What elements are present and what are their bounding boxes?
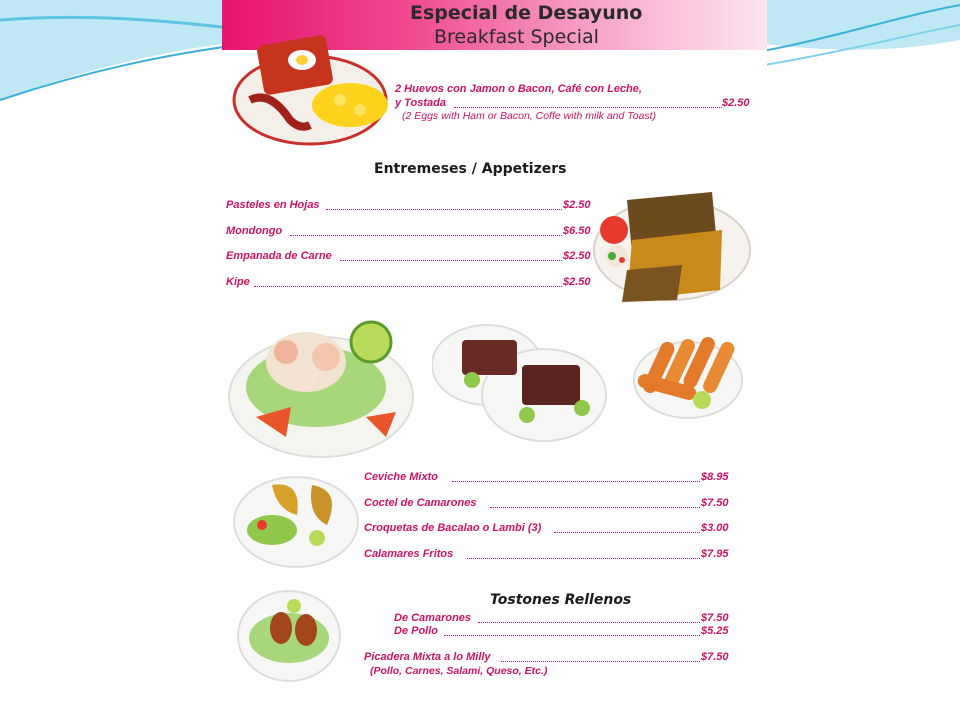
dot-leader xyxy=(478,622,700,623)
breakfast-line1: 2 Huevos con Jamon o Bacon, Café con Leche, xyxy=(395,83,642,95)
menu-item-price: $3.00 xyxy=(701,522,729,534)
menu-item-name: Picadera Mixta a lo Milly xyxy=(364,651,491,663)
menu-item-price: $5.25 xyxy=(701,625,729,637)
tostones-title: Tostones Rellenos xyxy=(490,592,632,608)
menu-item-name: Kipe xyxy=(226,276,250,288)
menu-item-name: Coctel de Camarones xyxy=(364,497,477,509)
menu-item-price: $2.50 xyxy=(563,199,591,211)
dot-leader xyxy=(290,235,562,236)
pinchos-photo xyxy=(432,320,607,445)
menu-item-price: $7.50 xyxy=(701,651,729,663)
menu-item-name: Ceviche Mixto xyxy=(364,471,438,483)
menu-item-price: $7.50 xyxy=(701,497,729,509)
menu-item-name: De Pollo xyxy=(394,625,439,637)
menu-item-price: $7.95 xyxy=(701,548,729,560)
dot-leader xyxy=(340,260,562,261)
breakfast-price: $2.50 xyxy=(722,97,750,109)
tostones-photo xyxy=(236,588,342,684)
appetizers-title: Entremeses / Appetizers xyxy=(374,161,567,177)
breakfast-photo xyxy=(230,30,392,150)
menu-item-price: $7.50 xyxy=(701,612,729,624)
dot-leader xyxy=(501,661,700,662)
breakfast-line2: y Tostada xyxy=(395,97,446,109)
dot-leader xyxy=(326,209,562,210)
menu-item-name: Empanada de Carne xyxy=(226,250,332,262)
picadera-note: (Pollo, Carnes, Salami, Queso, Etc.) xyxy=(370,665,548,677)
ceviche-photo xyxy=(226,312,416,462)
menu-item-price: $2.50 xyxy=(563,276,591,288)
dot-leader xyxy=(554,532,700,533)
menu-item-name: Pasteles en Hojas xyxy=(226,199,320,211)
breakfast-dots xyxy=(454,107,722,108)
menu-page xyxy=(222,0,767,690)
breakfast-note: (2 Eggs with Ham or Bacon, Coffe with milk and Toast) xyxy=(402,110,657,122)
dot-leader xyxy=(467,558,700,559)
menu-item-price: $8.95 xyxy=(701,471,729,483)
dot-leader xyxy=(452,481,700,482)
empanaditas-photo xyxy=(232,470,360,570)
dot-leader xyxy=(490,507,700,508)
title-es: Especial de Desayuno xyxy=(410,2,643,24)
pasteles-photo xyxy=(592,190,752,305)
dot-leader xyxy=(254,286,562,287)
menu-item-name: Croquetas de Bacalao o Lambi (3) xyxy=(364,522,542,534)
menu-item-name: De Camarones xyxy=(394,612,472,624)
title-en: Breakfast Special xyxy=(434,26,599,48)
menu-item-name: Calamares Fritos xyxy=(364,548,454,560)
menu-item-price: $6.50 xyxy=(563,225,591,237)
menu-item-name: Mondongo xyxy=(226,225,283,237)
dot-leader xyxy=(444,635,700,636)
menu-item-price: $2.50 xyxy=(563,250,591,262)
croquetas-photo xyxy=(632,325,744,420)
